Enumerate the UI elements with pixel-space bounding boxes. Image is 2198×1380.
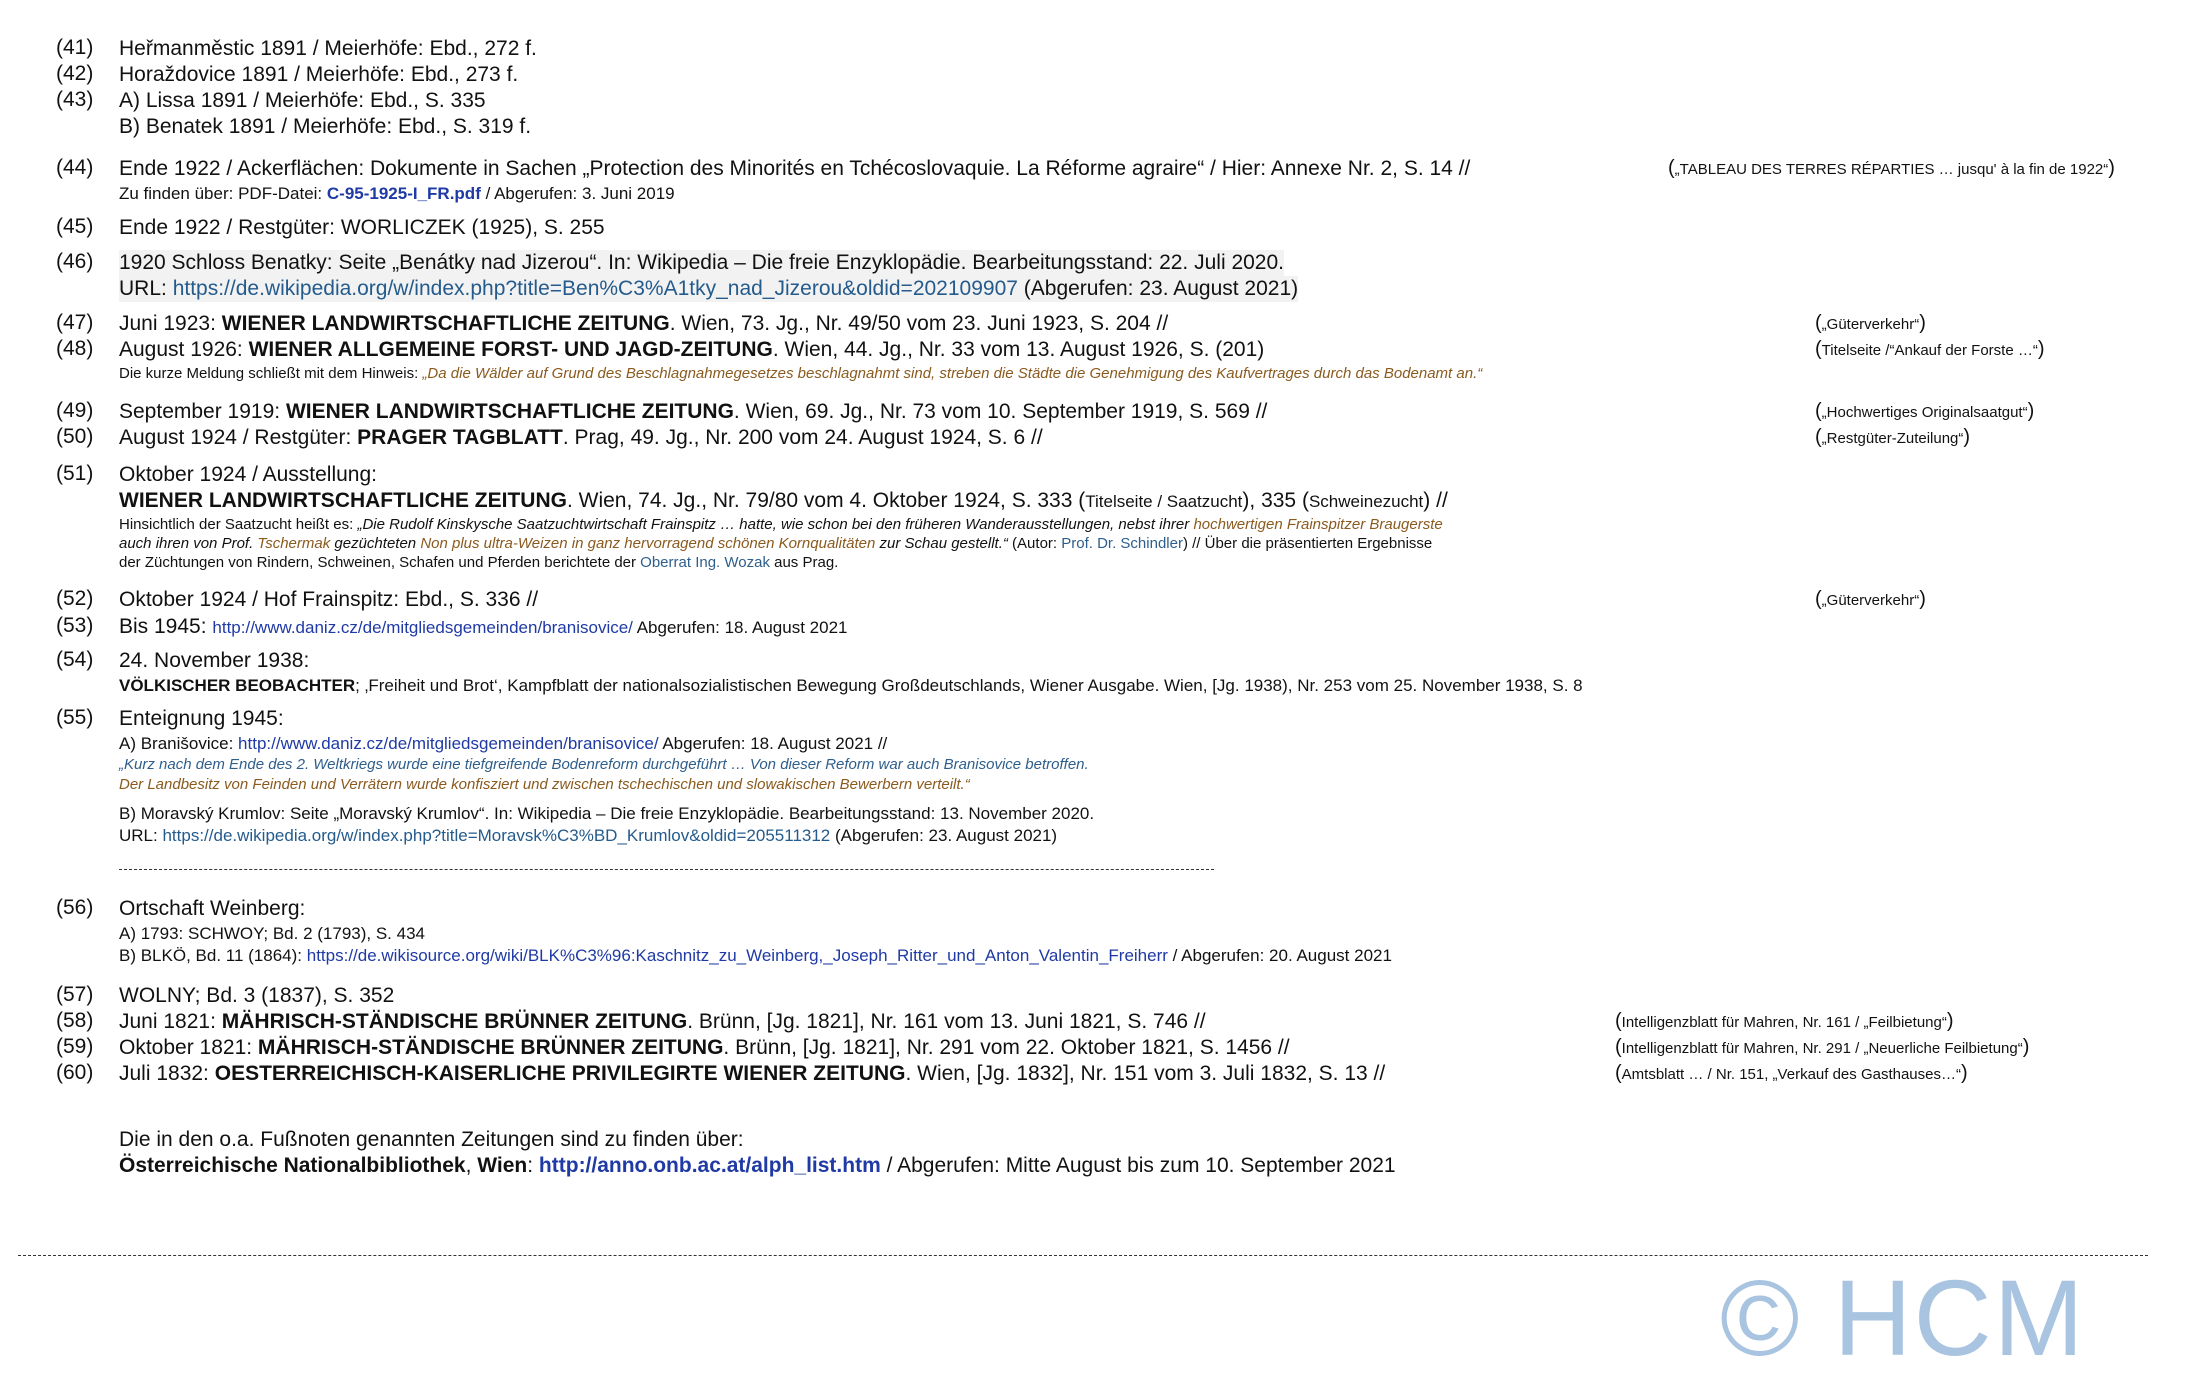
citation-detail: ) // — [1423, 489, 1448, 512]
citation-detail: . Wien, 69. Jg., Nr. 73 vom 10. September 1919, S. 569 // — [733, 400, 1268, 423]
line-prefix: A) Branišovice: — [119, 734, 239, 753]
footnote-quote-1: „Kurz nach dem Ende des 2. Weltkriegs wurde eine tiefgreifende Bodenreform durchgeführt … Von dieser Reform war auch Branisovice betroffen. — [119, 756, 1089, 773]
access-date: / Abgerufen: 20. August 2021 — [1167, 946, 1392, 965]
remark-quote: gezüchteten — [330, 535, 421, 552]
footnote-number: (60) — [56, 1061, 94, 1084]
citation-detail: . Prag, 49. Jg., Nr. 200 vom 24. August 1924, S. 6 // — [562, 426, 1043, 449]
footnote-number: (49) — [56, 399, 94, 422]
remark-quote: „Da die Wälder auf Grund des Beschlagnahmegesetzes beschlagnahmt sind, streben die Städte die Genehmigung des Kaufvertrages durch das Bodenamt an.“ — [422, 365, 1483, 382]
footnote-number: (53) — [56, 614, 94, 637]
footnote-number: (57) — [56, 983, 94, 1006]
closing-line-1: Die in den o.a. Fußnoten genannten Zeitungen sind zu finden über: — [119, 1128, 744, 1151]
library-name: Österreichische Nationalbibliothek — [119, 1154, 466, 1177]
footnote-text: Horaždovice 1891 / Meierhöfe: Ebd., 273 f. — [119, 63, 519, 86]
source-suffix: / Abgerufen: 3. Juni 2019 — [480, 184, 675, 203]
side-note-49: („Hochwertiges Originalsaatgut“) — [1815, 400, 2035, 422]
citation-detail: . Brünn, [Jg. 1821], Nr. 161 vom 13. Juni 1821, S. 746 // — [687, 1010, 1206, 1033]
footnote-text-b: B) Benatek 1891 / Meierhöfe: Ebd., S. 319 f. — [119, 115, 532, 138]
remark-text: (Autor: — [1007, 535, 1062, 552]
footnote-text: Oktober 1924 / Ausstellung: — [119, 463, 377, 486]
access-date: / Abgerufen: Mitte August bis zum 10. September 2021 — [880, 1154, 1396, 1177]
footnote-text: Heřmanměstic 1891 / Meierhöfe: Ebd., 272 f. — [119, 37, 537, 60]
footnote-text — [119, 1035, 1290, 1061]
footnote-number: (46) — [56, 250, 94, 273]
footnote-number: (42) — [56, 62, 94, 85]
source-prefix: Zu finden über: PDF-Datei: — [119, 184, 327, 203]
newspaper-title: WIENER LANDWIRTSCHAFTLICHE ZEITUNG — [285, 400, 734, 423]
footnote-text: 1920 Schloss Benatky: Seite „Benátky nad Jizerou“. In: Wikipedia – Die freie Enzyklopädie. Bearbeitungsstand: 22. Juli 2020. — [119, 251, 1284, 274]
wikipedia-link[interactable]: https://de.wikipedia.org/w/index.php?title=Moravsk%C3%BD_Krumlov&oldid=205511312 — [162, 826, 831, 845]
remark-quote: auch ihren von Prof. — [119, 535, 258, 552]
daniz-link[interactable]: http://www.daniz.cz/de/mitgliedsgemeinden/branisovice/ — [212, 618, 633, 637]
closing-line-2 — [119, 1153, 1396, 1179]
url-prefix: URL: — [119, 826, 163, 845]
newspaper-title: WIENER LANDWIRTSCHAFTLICHE ZEITUNG — [221, 312, 670, 335]
url-prefix: URL: — [119, 277, 173, 300]
side-note-text: Amtsblatt … / Nr. 151, „Verkauf des Gasthauses…“ — [1621, 1066, 1961, 1083]
footnote-number: (45) — [56, 215, 94, 238]
footnote-line-b: B) Moravský Krumlov: Seite „Moravský Krumlov“. In: Wikipedia – Die freie Enzyklopädie. Bearbeitungsstand: 13. November 2020. — [119, 804, 1095, 823]
side-note-text: Titelseite /“Ankauf der Forste …“ — [1821, 342, 2038, 359]
citation-detail: ), 335 ( — [1242, 489, 1309, 512]
remark-highlight: hochwertigen Frainspitzer Braugerste — [1193, 516, 1443, 533]
newspaper-title: WIENER ALLGEMEINE FORST- UND JAGD-ZEITUNG — [248, 338, 773, 361]
remark-prefix: Hinsichtlich der Saatzucht heißt es: — [119, 516, 358, 533]
footnote-number: (44) — [56, 156, 94, 179]
footnote-remark-2 — [119, 534, 1432, 553]
footnote-line-a: A) 1793: SCHWOY; Bd. 2 (1793), S. 434 — [119, 924, 425, 943]
line-prefix: B) BLKÖ, Bd. 11 (1864): — [119, 946, 307, 965]
footnote-text: Ende 1922 / Restgüter: WORLICZEK (1925), S. 255 — [119, 216, 605, 239]
copyright-watermark: © HCM — [1720, 1257, 2086, 1378]
remark-prefix: Die kurze Meldung schließt mit dem Hinweis: — [119, 365, 423, 382]
footnote-number: (56) — [56, 896, 94, 919]
side-note-59: (Intelligenzblatt für Mahren, Nr. 291 / „Neuerliche Feilbietung“) — [1615, 1036, 2030, 1058]
side-note-60: (Amtsblatt … / Nr. 151, „Verkauf des Gasthauses…“) — [1615, 1062, 1968, 1084]
side-note-text: „Restgüter-Zuteilung“ — [1821, 430, 1964, 447]
remark-quote: „Die Rudolf Kinskysche Saatzuchtwirtschaft Frainspitz … hatte, wie schon bei den früheren Wanderausstellungen, nebst ihrer — [357, 516, 1194, 533]
footnote-text — [119, 614, 847, 640]
newspaper-title: OESTERREICHISCH-KAISERLICHE PRIVILEGIRTE WIENER ZEITUNG — [214, 1062, 906, 1085]
footnote-text — [119, 1009, 1206, 1035]
side-note-48: (Titelseite /“Ankauf der Forste …“) — [1815, 338, 2045, 360]
daniz-link[interactable]: http://www.daniz.cz/de/mitgliedsgemeinden/branisovice/ — [238, 734, 659, 753]
side-note-47: („Güterverkehr“) — [1815, 312, 1926, 334]
remark-highlight: Tschermak — [257, 535, 331, 552]
footnote-text: WOLNY; Bd. 3 (1837), S. 352 — [119, 984, 395, 1007]
remark-author: Prof. Dr. Schindler — [1061, 535, 1183, 552]
footnote-number: (55) — [56, 706, 94, 729]
separator: , — [465, 1154, 478, 1177]
footnote-text — [119, 1061, 1385, 1087]
remark-text: aus Prag. — [769, 554, 839, 571]
date-prefix: Juni 1923: — [119, 312, 222, 335]
library-city: Wien — [477, 1154, 528, 1177]
wikisource-link[interactable]: https://de.wikisource.org/wiki/BLK%C3%96:Kaschnitz_zu_Weinberg,_Joseph_Ritter_und_Anton_Valentin_Freiherr — [306, 946, 1168, 965]
footnote-text: Enteignung 1945: — [119, 707, 284, 730]
date-prefix: Juni 1821: — [119, 1010, 222, 1033]
section-label: Schweinezucht — [1308, 492, 1424, 511]
wikipedia-link[interactable]: https://de.wikipedia.org/w/index.php?title=Ben%C3%A1tky_nad_Jizerou&oldid=202109907 — [172, 277, 1018, 300]
side-note-text: Intelligenzblatt für Mahren, Nr. 291 / „Neuerliche Feilbietung“ — [1621, 1040, 2023, 1057]
side-note-52: („Güterverkehr“) — [1815, 588, 1926, 610]
citation-detail: . Brünn, [Jg. 1821], Nr. 291 vom 22. Oktober 1821, S. 1456 // — [723, 1036, 1290, 1059]
footnote-number: (58) — [56, 1009, 94, 1032]
footnote-url-line — [119, 825, 1057, 846]
footnote-line-a — [119, 733, 887, 754]
footnote-text: Ortschaft Weinberg: — [119, 897, 306, 920]
pdf-link[interactable]: C-95-1925-I_FR.pdf — [326, 184, 481, 203]
footnote-number: (51) — [56, 462, 94, 485]
date-prefix: September 1919: — [119, 400, 286, 423]
footnote-number: (43) — [56, 88, 94, 111]
footnote-text — [119, 425, 1043, 451]
footnote-remark — [119, 364, 1482, 383]
section-label: Titelseite / Saatzucht — [1085, 492, 1243, 511]
newspaper-title: PRAGER TAGBLATT — [357, 426, 563, 449]
footnote-citation — [119, 675, 1583, 696]
footnote-number: (52) — [56, 587, 94, 610]
side-note-58: (Intelligenzblatt für Mahren, Nr. 161 / „Feilbietung“) — [1615, 1010, 1954, 1032]
remark-text: ) // Über die präsentierten Ergebnisse — [1182, 535, 1433, 552]
footnote-line-b — [119, 945, 1392, 966]
footnote-text — [119, 337, 1264, 363]
footnote-remark-3 — [119, 553, 838, 572]
footnote-text: 24. November 1938: — [119, 649, 310, 672]
access-date: Abgerufen: 18. August 2021 — [632, 618, 848, 637]
date-prefix: Oktober 1821: — [119, 1036, 258, 1059]
anno-link[interactable]: http://anno.onb.ac.at/alph_list.htm — [538, 1154, 881, 1177]
remark-highlight: Non plus ultra-Weizen in ganz hervorragend schönen Kornqualitäten — [420, 535, 876, 552]
footnote-number: (47) — [56, 311, 94, 334]
newspaper-title: WIENER LANDWIRTSCHAFTLICHE ZEITUNG — [119, 489, 567, 512]
date-prefix: Juli 1832: — [119, 1062, 215, 1085]
footnote-quote-2: Der Landbesitz von Feinden und Verrätern wurde konfisziert und zwischen tschechischen und slowakischen Bewerbern verteilt.“ — [119, 776, 970, 793]
side-note-text: „Hochwertiges Originalsaatgut“ — [1821, 404, 2028, 421]
footnote-text-a: A) Lissa 1891 / Meierhöfe: Ebd., S. 335 — [119, 89, 486, 112]
url-suffix: (Abgerufen: 23. August 2021) — [1017, 277, 1299, 300]
footnote-remark-1 — [119, 515, 1443, 534]
citation-detail: ; ‚Freiheit und Brot‘, Kampfblatt der nationalsozialistischen Bewegung Großdeutschlands, Wiener Ausgabe. Wien, [Jg. 1938), Nr. 253 vom 25. November 1938, S. 8 — [355, 676, 1583, 695]
separator: : — [527, 1154, 539, 1177]
separator-line — [119, 869, 1214, 870]
newspaper-title: VÖLKISCHER BEOBACHTER — [119, 676, 356, 695]
side-note-text: „Güterverkehr“ — [1821, 316, 1920, 333]
side-note-50: („Restgüter-Zuteilung“) — [1815, 426, 1971, 448]
footnote-number: (54) — [56, 648, 94, 671]
footnote-text — [119, 311, 1168, 337]
citation-detail: . Wien, [Jg. 1832], Nr. 151 vom 3. Juli 1832, S. 13 // — [905, 1062, 1386, 1085]
footnote-number: (59) — [56, 1035, 94, 1058]
footnote-text: Ende 1922 / Ackerflächen: Dokumente in Sachen „Protection des Minorités en Tchécoslovaquie. La Réforme agraire“ / Hier: Annexe Nr. 2, S. 14 // — [119, 157, 1471, 180]
access-date: Abgerufen: 18. August 2021 // — [658, 734, 888, 753]
citation-detail: . Wien, 73. Jg., Nr. 49/50 vom 23. Juni 1923, S. 204 // — [669, 312, 1169, 335]
citation-detail: . Wien, 44. Jg., Nr. 33 vom 13. August 1926, S. (201) — [772, 338, 1265, 361]
footnote-text — [119, 399, 1267, 425]
footnote-number: (48) — [56, 337, 94, 360]
footnote-text: Oktober 1924 / Hof Frainspitz: Ebd., S. 336 // — [119, 588, 539, 611]
newspaper-title: MÄHRISCH-STÄNDISCHE BRÜNNER ZEITUNG — [221, 1010, 688, 1033]
remark-name: Oberrat Ing. Wozak — [640, 554, 770, 571]
side-note-text: Intelligenzblatt für Mahren, Nr. 161 / „Feilbietung“ — [1621, 1014, 1947, 1031]
date-prefix: August 1924 / Restgüter: — [119, 426, 358, 449]
date-prefix: Bis 1945: — [119, 615, 213, 638]
side-note-text: „TABLEAU DES TERRES RÉPARTIES … jusqu' à la fin de 1922“ — [1674, 161, 2109, 178]
footnote-number: (50) — [56, 425, 94, 448]
date-prefix: August 1926: — [119, 338, 249, 361]
side-note-44: („TABLEAU DES TERRES RÉPARTIES … jusqu' à la fin de 1922“) — [1668, 157, 2115, 179]
footnote-source — [119, 183, 675, 204]
footnote-citation — [119, 488, 1448, 514]
citation-detail: . Wien, 74. Jg., Nr. 79/80 vom 4. Oktober 1924, S. 333 ( — [566, 489, 1086, 512]
footnote-url-line — [119, 276, 1298, 302]
remark-text: der Züchtungen von Rindern, Schweinen, Schafen und Pferden berichtete der — [119, 554, 641, 571]
url-suffix: (Abgerufen: 23. August 2021) — [830, 826, 1058, 845]
newspaper-title: MÄHRISCH-STÄNDISCHE BRÜNNER ZEITUNG — [257, 1036, 724, 1059]
remark-quote: zur Schau gestellt.“ — [875, 535, 1008, 552]
footnote-number: (41) — [56, 36, 94, 59]
side-note-text: „Güterverkehr“ — [1821, 592, 1920, 609]
